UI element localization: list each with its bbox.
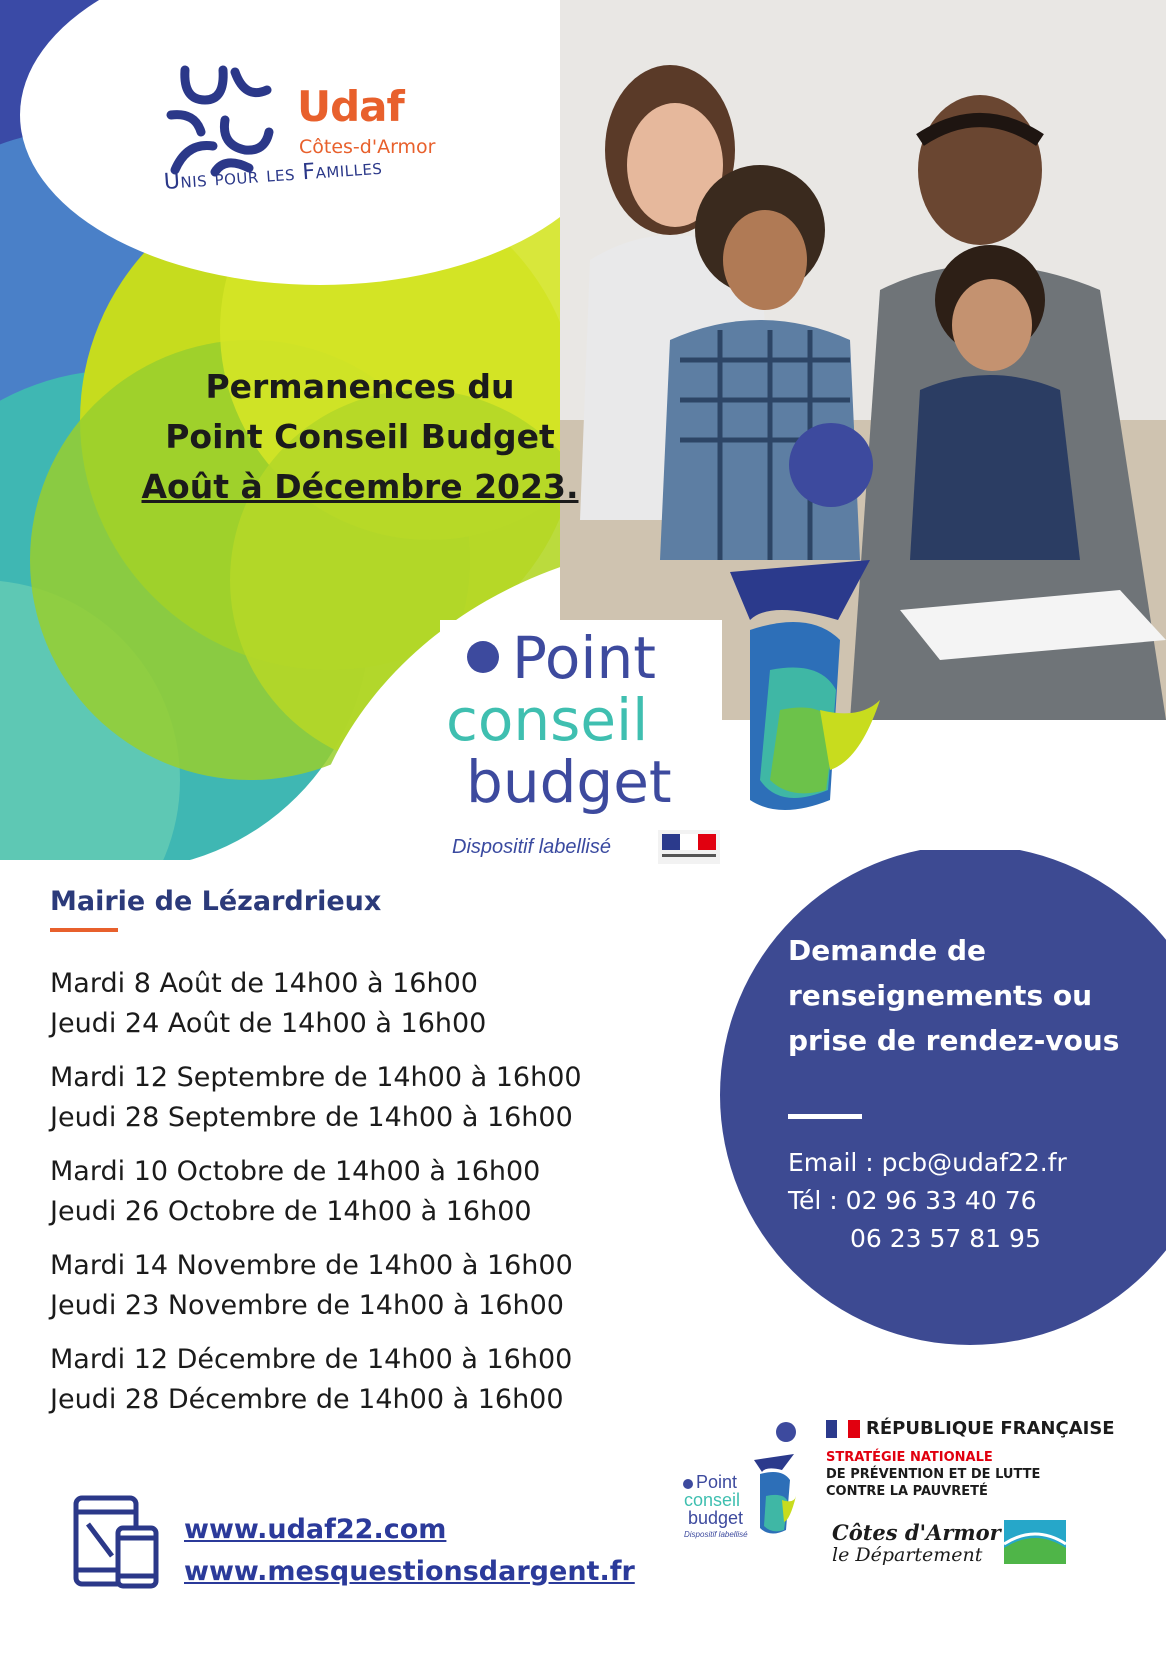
departement-label: le Département	[832, 1544, 983, 1566]
link-udaf22[interactable]: www.udaf22.com	[184, 1514, 447, 1545]
decorative-dot-icon	[786, 420, 876, 510]
pcb-dispositif-label: Dispositif labellisé	[452, 836, 611, 858]
cotes-darmor-logo-icon	[1004, 1520, 1066, 1564]
link-mesquestionsdargent[interactable]: www.mesquestionsdargent.fr	[184, 1556, 635, 1587]
pcb-small-dispositif: Dispositif labellisé	[684, 1530, 748, 1539]
strategie-line-2: DE PRÉVENTION ET DE LUTTE	[826, 1467, 1041, 1482]
page-title	[120, 362, 600, 512]
schedule-item: Mardi 8 Août de 14h00 à 16h00	[50, 968, 478, 999]
pcb-i-emblem-icon	[710, 560, 890, 820]
schedule-item: Jeudi 28 Décembre de 14h00 à 16h00	[50, 1384, 564, 1415]
contact-email[interactable]: Email : pcb@udaf22.fr	[788, 1148, 1067, 1177]
pcb-word-conseil: conseil	[446, 686, 649, 754]
pcb-word-budget: budget	[466, 748, 672, 816]
title-line-3: Août à Décembre 2023.	[141, 467, 579, 506]
schedule-item: Jeudi 24 Août de 14h00 à 16h00	[50, 1008, 487, 1039]
contact-divider	[788, 1114, 862, 1119]
schedule-item: Jeudi 28 Septembre de 14h00 à 16h00	[50, 1102, 573, 1133]
marianne-logo-icon	[658, 830, 720, 864]
pcb-small-point: Point	[696, 1472, 738, 1492]
french-flag-icon	[826, 1420, 860, 1438]
departement-name: Côtes d'Armor	[832, 1520, 1001, 1545]
schedule-item: Mardi 12 Septembre de 14h00 à 16h00	[50, 1062, 582, 1093]
udaf-region: Côtes-d'Armor	[299, 136, 436, 158]
pcb-dot-icon	[466, 640, 500, 674]
schedule-item: Jeudi 23 Novembre de 14h00 à 16h00	[50, 1290, 564, 1321]
schedule-item: Jeudi 26 Octobre de 14h00 à 16h00	[50, 1196, 532, 1227]
schedule-item: Mardi 12 Décembre de 14h00 à 16h00	[50, 1344, 573, 1375]
schedule-item: Mardi 14 Novembre de 14h00 à 16h00	[50, 1250, 573, 1281]
location-underline	[50, 928, 118, 932]
schedule-item: Mardi 10 Octobre de 14h00 à 16h00	[50, 1156, 541, 1187]
title-line-2: Point Conseil Budget	[165, 417, 555, 456]
udaf-name: Udaf	[297, 82, 404, 131]
udaf-tagline: Unis pour les Familles	[163, 154, 384, 195]
strategie-line-1: STRATÉGIE NATIONALE	[826, 1450, 993, 1465]
contact-phone-2[interactable]: 06 23 57 81 95	[850, 1224, 1041, 1253]
contact-title: Demande de renseignements ou prise de rendez-vous	[788, 934, 1120, 1057]
pcb-word-point: Point	[512, 624, 657, 692]
republique-francaise: RÉPUBLIQUE FRANÇAISE	[866, 1418, 1115, 1439]
location-title: Mairie de Lézardrieux	[50, 886, 382, 917]
devices-icon	[72, 1494, 162, 1590]
title-line-1: Permanences du	[205, 367, 515, 406]
pcb-small-budget: budget	[688, 1508, 744, 1528]
pcb-small-conseil: conseil	[684, 1490, 741, 1510]
strategie-line-3: CONTRE LA PAUVRETÉ	[826, 1484, 988, 1499]
contact-phone-1[interactable]: Tél : 02 96 33 40 76	[788, 1186, 1037, 1215]
pcb-small-dot-icon	[682, 1478, 694, 1490]
